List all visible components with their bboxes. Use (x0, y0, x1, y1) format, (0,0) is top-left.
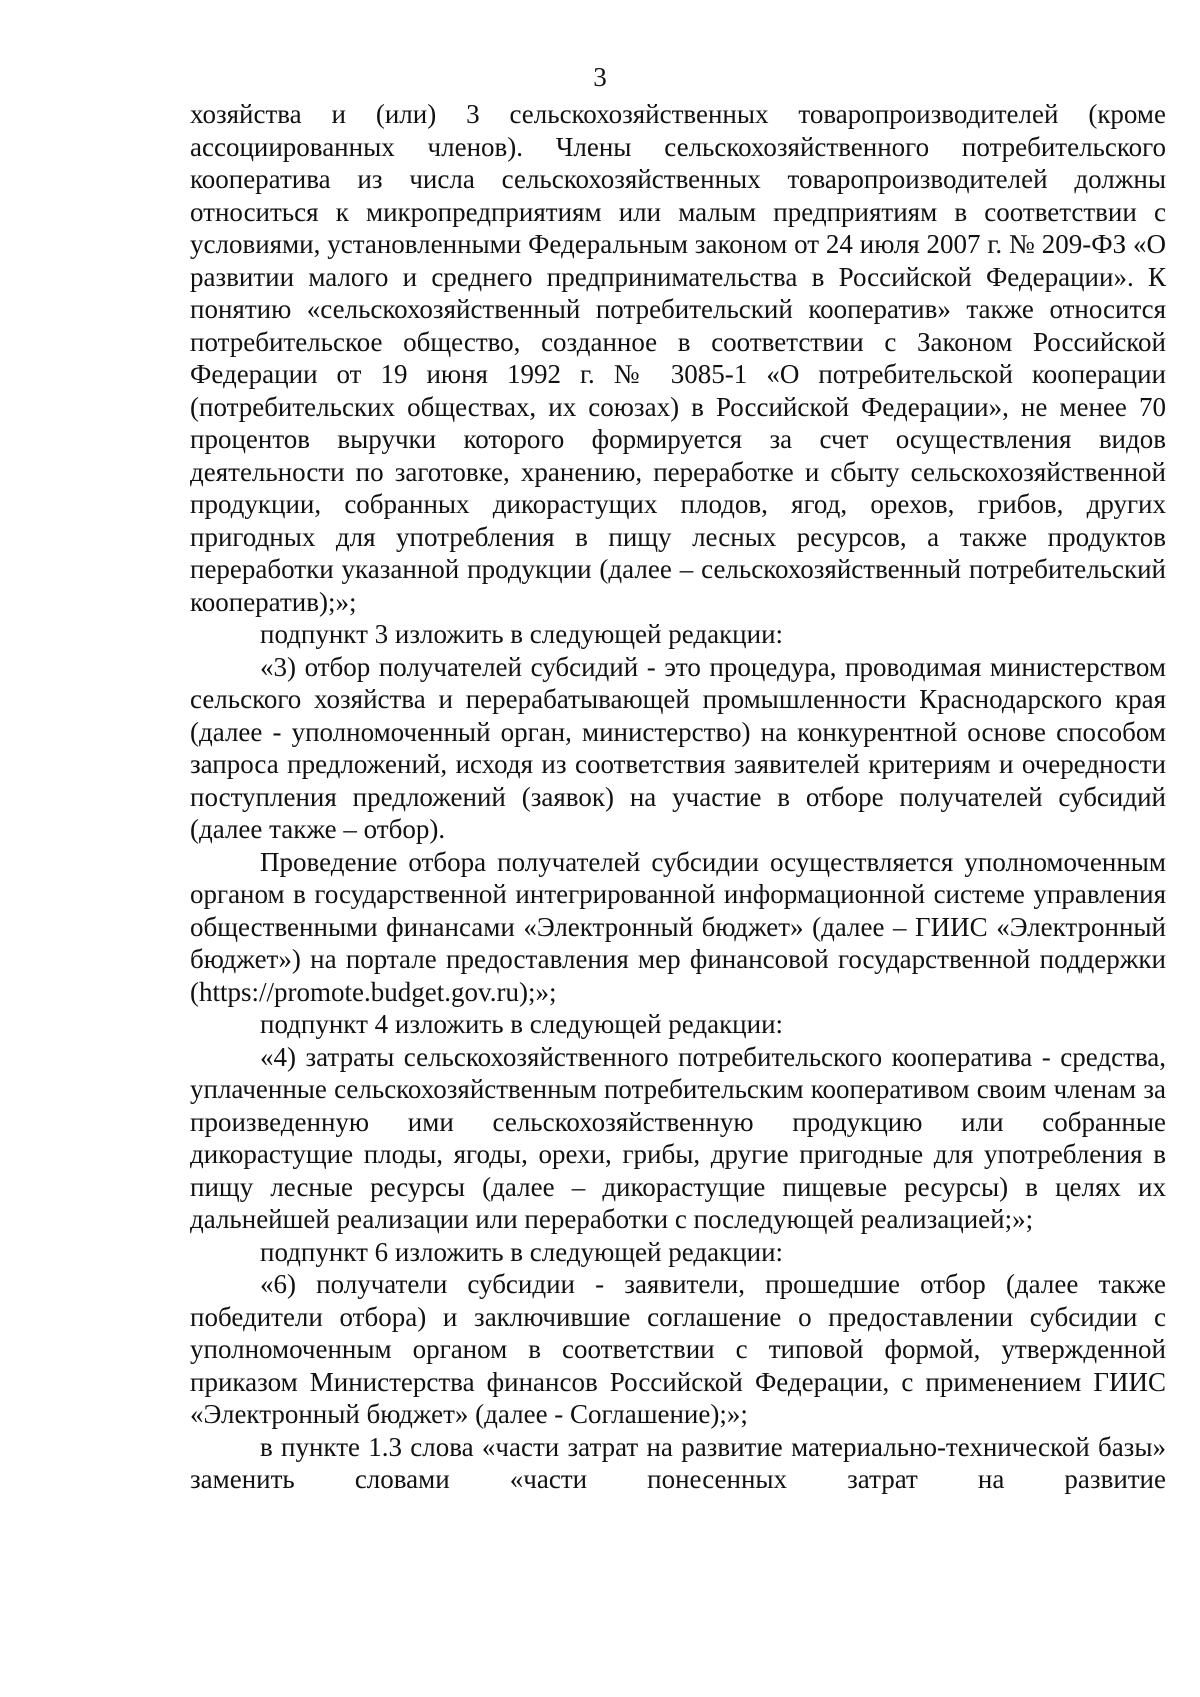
paragraph-subpoint-4-intro: подпункт 4 изложить в следующей редакции: (260, 1009, 784, 1039)
document-body (190, 98, 1166, 1496)
paragraph-subpoint-6-text: «6) получатели субсидии - заявители, прошедшие отбор (далее также победители отбора) и заключившие соглашение о предоставлении субсидии с уполномоченным органом в соответствии с типовой формой, утвержденной приказом Министерства финансов Российской Федерации, с применением ГИИС «Электронный бюджет» (далее - Соглашение);»; (190, 1269, 1166, 1429)
paragraph-subpoint-6-intro: подпункт 6 изложить в следующей редакции: (260, 1236, 784, 1267)
paragraph-clause-1-3: в пункте 1.3 слова «части затрат на развитие материально-технической базы» заменить словами «части понесенных затрат на развитие (190, 1431, 1166, 1494)
paragraph-selection-procedure: Проведение отбора получателей субсидии осуществляется уполномоченным органом в государственной интегрированной информационной системе управления общественными финансами «Электронный бюджет» (далее – ГИИС «Электронный бюджет») на портале предоставления мер финансовой государственной поддержки (https://promote.budget.gov.ru);»; (190, 846, 1166, 1007)
paragraph-cooperative-definition: хозяйства и (или) 3 сельскохозяйственных товаропроизводителей (кроме ассоциированных членов). Члены сельскохозяйственного потребительского кооператива из числа сельскохозяйственных товаропроизводителей должны относиться к микропредприятиям или малым предприятиям в соответствии с условиями, установленными Федеральным законом от 24 июля 2007 г. № 209-ФЗ «О развитии малого и среднего предпринимательства в Российской Федерации». К понятию «сельскохозяйственный потребительский кооператив» также относится потребительское общество, созданное в соответствии с Законом Российской Федерации от 19 июня 1992 г. № 3085-1 «О потребительской кооперации (потребительских обществах, их союзах) в Российской Федерации», не менее 70 процентов выручки которого формируется за счет осуществления видов деятельности по заготовке, хранению, переработке и сбыту сельскохозяйственной продукции, собранных дикорастущих плодов, ягод, орехов, грибов, других пригодных для употребления в пищу лесных ресурсов, а также продуктов переработки указанной продукции (далее – сельскохозяйственный потребительский кооператив);»; (190, 99, 1166, 617)
page-number: 3 (593, 62, 607, 92)
paragraph-subpoint-4-text: «4) затраты сельскохозяйственного потребительского кооператива - средства, уплаченные сельскохозяйственным потребительским кооперативом своим членам за произведенную ими сельскохозяйственную продукцию или собранные дикорастущие плоды, ягоды, орехи, грибы, другие пригодные для употребления в пищу лесные ресурсы (далее – дикорастущие пищевые ресурсы) в целях их дальнейшей реализации или переработки с последующей реализацией;»; (190, 1041, 1166, 1234)
paragraph-subpoint-3-text: «3) отбор получателей субсидий - это процедура, проводимая министерством сельского хозяйства и перерабатывающей промышленности Краснодарского края (далее - уполномоченный орган, министерство) на конкурентной основе способом запроса предложений, исходя из соответствия заявителей критериям и очередности поступления предложений (заявок) на участие в отборе получателей субсидий (далее также – отбор). (190, 651, 1166, 844)
paragraph-subpoint-3-intro: подпункт 3 изложить в следующей редакции: (260, 619, 784, 649)
